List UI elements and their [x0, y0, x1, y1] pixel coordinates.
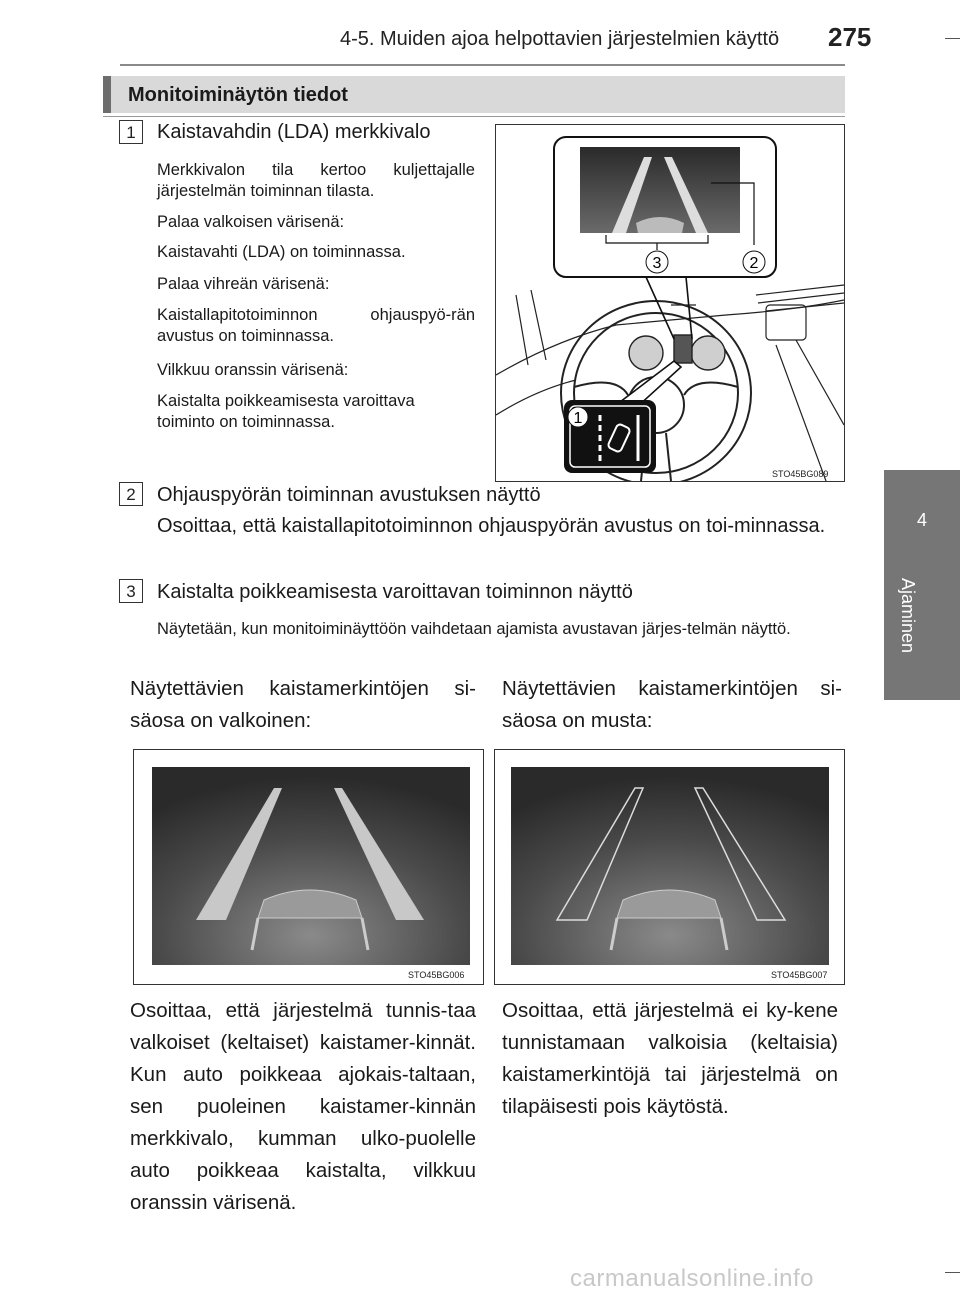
figure-code-dashboard: STO45BG089 [772, 469, 829, 479]
item-1-line-1: Merkkivalon tila kertoo kuljettajalle järjestelmän toiminnan tilasta. [157, 161, 475, 200]
lane-illustration-white [134, 750, 483, 984]
item-1-title: Kaistavahdin (LDA) merkkivalo [157, 121, 431, 143]
running-header-title: 4-5. Muiden ajoa helpottavien järjestelmien käyttö [340, 28, 780, 50]
chapter-tab-number: 4 [916, 510, 927, 530]
lane-figure-white [133, 749, 484, 985]
lane-illustration-black [495, 750, 844, 984]
callout-3: 3 [652, 255, 662, 272]
figure-code-left: STO45BG006 [408, 970, 465, 980]
page-number: 275 [828, 22, 872, 52]
crop-mark [945, 38, 960, 39]
right-column-heading: Näytettävien kaistamerkintöjen si-säosa on musta: [502, 677, 842, 732]
dashboard-figure [495, 124, 845, 482]
item-marker-3: 3 [119, 579, 143, 603]
callout-1: 1 [573, 410, 583, 427]
item-1-line-7: Kaistalta poikkeamisesta varoittava toiminto on toiminnassa. [157, 392, 415, 431]
item-1-line-5: Kaistallapitotoiminnon ohjauspyö-rän avustus on toiminnassa. [157, 306, 475, 345]
section-title: Monitoiminäytön tiedot [128, 84, 348, 106]
item-1-line-2: Palaa valkoisen värisenä: [157, 213, 345, 231]
callout-2: 2 [749, 255, 759, 272]
item-marker-1: 1 [119, 120, 143, 144]
header-rule [120, 64, 845, 66]
chapter-tab-label: Ajaminen [898, 578, 918, 654]
item-1-line-6: Vilkkuu oranssin värisenä: [157, 361, 349, 379]
item-1-line-3: Kaistavahti (LDA) on toiminnassa. [157, 243, 406, 261]
item-3-body: Näytetään, kun monitoiminäyttöön vaihdetaan ajamista avustavan järjes-telmän näyttö. [157, 620, 791, 638]
item-1-line-4: Palaa vihreän värisenä: [157, 275, 330, 293]
chapter-tab [884, 470, 960, 700]
item-2-title: Ohjauspyörän toiminnan avustuksen näyttö [157, 484, 541, 506]
left-column-body: Osoittaa, että järjestelmä tunnis-taa valkoiset (keltaiset) kaistamer-kinnät. Kun auto poikkeaa ajokais-taltaan, sen puoleinen kaistamer-kinnän merkkivalo, kumman ulko-puolelle auto poikkeaa kaistalta, vilkkuu oranssin värisenä. [130, 999, 476, 1214]
watermark: carmanualsonline.info [570, 1265, 814, 1292]
dashboard-illustration [496, 125, 844, 481]
item-2-body: Osoittaa, että kaistallapitotoiminnon ohjauspyörän avustus on toi-minnassa. [157, 515, 826, 537]
left-column-heading: Näytettävien kaistamerkintöjen si-säosa on valkoinen: [130, 677, 476, 732]
figure-code-right: STO45BG007 [771, 970, 828, 980]
item-marker-2: 2 [119, 482, 143, 506]
section-rule [103, 116, 845, 117]
lane-figure-black [494, 749, 845, 985]
item-3-title: Kaistalta poikkeamisesta varoittavan toiminnon näyttö [157, 581, 633, 603]
right-column-body: Osoittaa, että järjestelmä ei ky-kene tunnistamaan valkoisia (keltaisia) kaistamerkintöjä tai järjestelmä on tilapäisesti pois käytöstä. [502, 999, 838, 1118]
section-header-accent [103, 76, 111, 113]
crop-mark [945, 1272, 960, 1273]
